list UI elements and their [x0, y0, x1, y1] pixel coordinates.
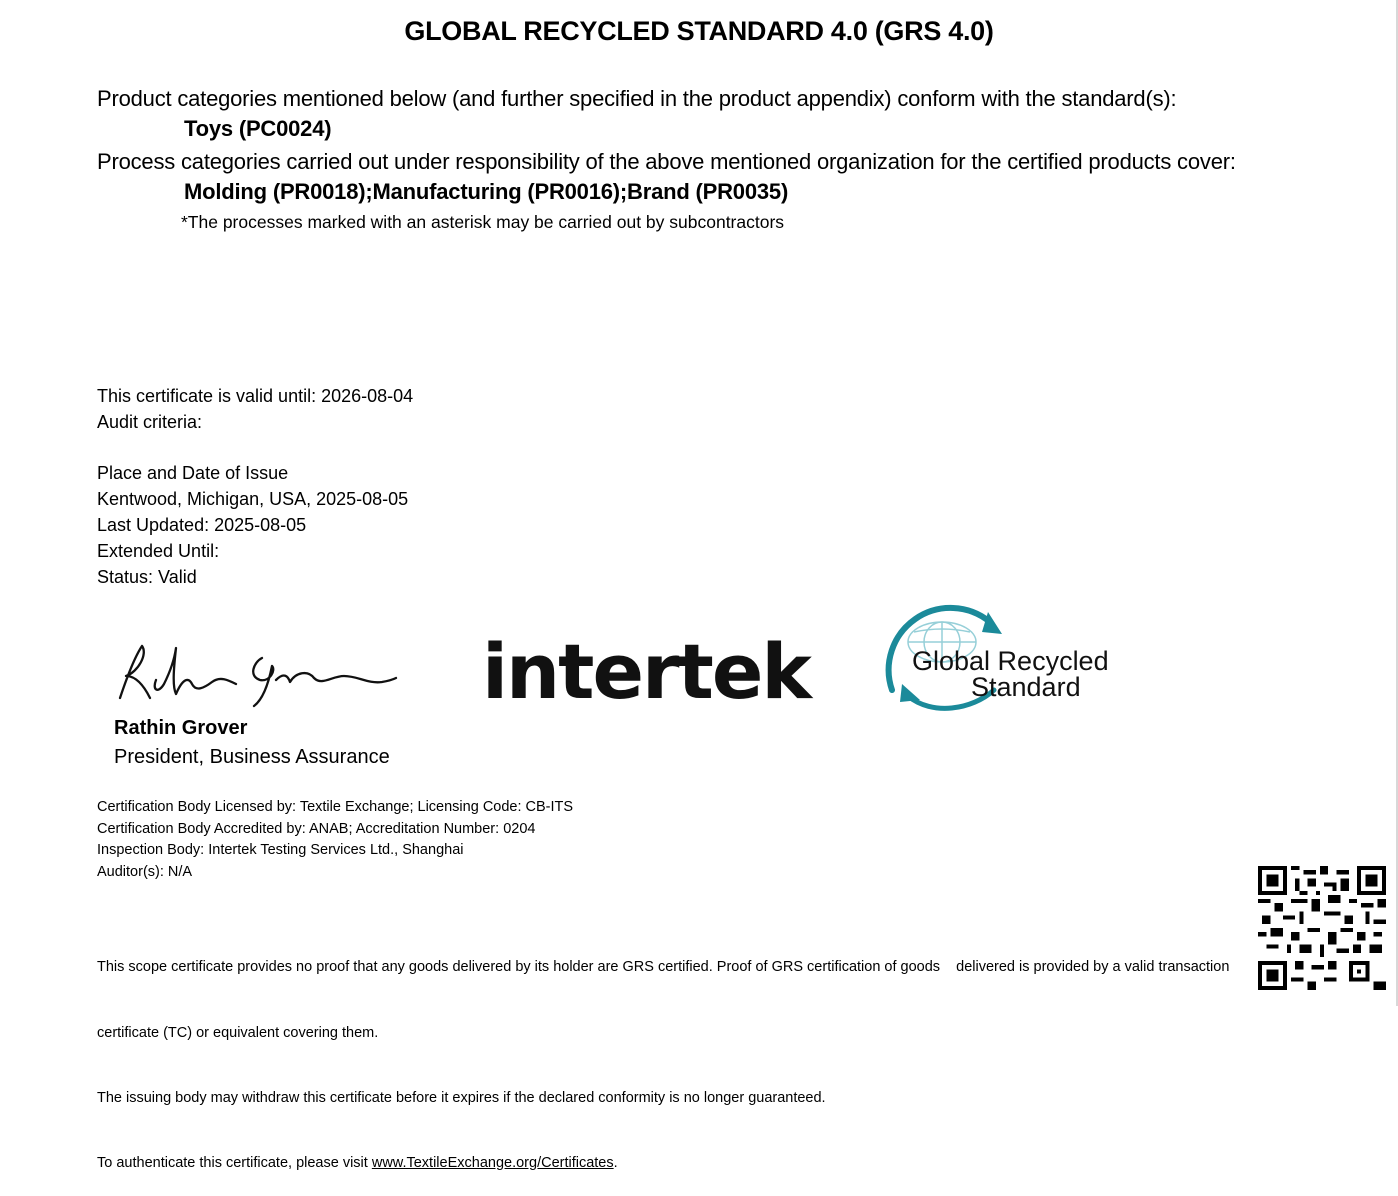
subcontractor-note: *The processes marked with an asterisk may be carried out by subcontractors [181, 212, 785, 232]
audit-criteria: Audit criteria: [97, 412, 203, 432]
valid-until: This certificate is valid until: 2026-08-04 [97, 386, 414, 406]
authenticate-text: To authenticate this certificate, please visit [97, 1154, 372, 1171]
grs-logo-line1: Global Recycled [912, 646, 1109, 676]
disclaimer [97, 914, 1229, 1196]
validity-block [97, 383, 413, 435]
signatory-name: Rathin Grover [114, 717, 248, 739]
intertek-logo: intertek [482, 627, 810, 716]
inspection-body: Inspection Body: Intertek Testing Services Ltd., Shanghai [97, 842, 464, 859]
grs-logo-line2: Standard [971, 672, 1081, 702]
issue-block [97, 460, 408, 590]
authenticate-suffix: . [613, 1154, 618, 1171]
process-categories: Molding (PR0018);Manufacturing (PR0016);Brand (PR0035) [184, 179, 789, 204]
grs-logo-text [912, 648, 1109, 700]
disclaimer-line1: This scope certificate provides no proof that any goods delivered by its holder are GRS certified. Proof of GRS certification of goods delivered is provided by a valid transaction [97, 959, 1230, 976]
accredited-by: Certification Body Accredited by: ANAB; Accreditation Number: 0204 [97, 820, 536, 837]
licensed-by: Certification Body Licensed by: Textile Exchange; Licensing Code: CB-ITS [97, 799, 574, 815]
disclaimer-line3: The issuing body may withdraw this certificate before it expires if the declared conformity is no longer guaranteed. [97, 1089, 826, 1106]
extended-until: Extended Until: [97, 541, 220, 561]
signatory-role: President, Business Assurance [114, 746, 390, 768]
issue-heading: Place and Date of Issue [97, 463, 289, 483]
product-categories: Toys (PC0024) [184, 116, 332, 141]
last-updated: Last Updated: 2025-08-05 [97, 515, 307, 535]
qr-code-icon[interactable] [1258, 866, 1386, 990]
auditors: Auditor(s): N/A [97, 864, 193, 881]
signature-image [112, 636, 402, 708]
issue-place-date: Kentwood, Michigan, USA, 2025-08-05 [97, 489, 409, 509]
body-details [97, 797, 573, 884]
certificate-title: GLOBAL RECYCLED STANDARD 4.0 (GRS 4.0) [404, 16, 994, 46]
product-intro: Product categories mentioned below (and further specified in the product appendix) conform with the standard(s): [97, 86, 1177, 111]
disclaimer-line4 [97, 1153, 1229, 1175]
disclaimer-line2: certificate (TC) or equivalent covering them. [97, 1024, 379, 1041]
certificates-link[interactable]: www.TextileExchange.org/Certificates [371, 1154, 614, 1171]
process-intro: Process categories carried out under responsibility of the above mentioned organization for the certified products cover: [97, 149, 1236, 174]
status: Status: Valid [97, 567, 197, 587]
signatory-block [114, 714, 390, 772]
